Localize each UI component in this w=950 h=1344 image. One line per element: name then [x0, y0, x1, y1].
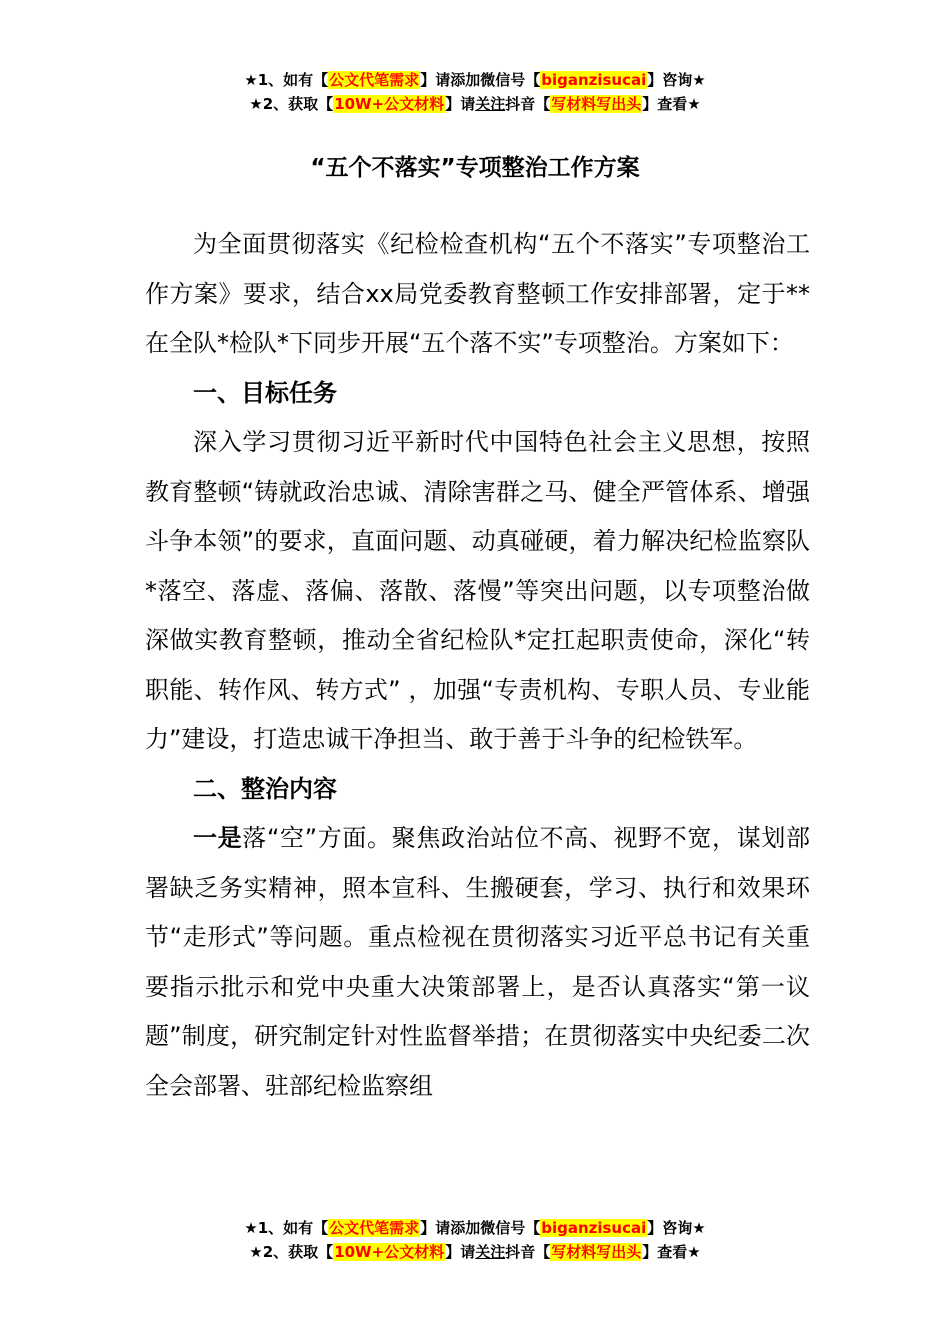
document-title: “五个不落实”专项整治工作方案 [310, 155, 640, 181]
item-1-paragraph [145, 814, 810, 1111]
highlight-ghostwriting: 公文代笔需求 [329, 71, 420, 89]
item-1-lead: 一是 [193, 824, 243, 852]
highlight-ghostwriting: 公文代笔需求 [329, 1219, 420, 1237]
footer-banner-line-1: ★1、如有【公文代笔需求】请添加微信号【biganzisucai】咨询★ [244, 1219, 706, 1237]
highlight-wechat-id: biganzisucai [541, 1219, 647, 1237]
section-heading-1: 一、目标任务 [193, 378, 337, 407]
footer-banner [0, 1216, 950, 1264]
header-banner-line-2: ★2、获取【10W+公文材料】请关注抖音【写材料写出头】查看★ [249, 95, 701, 113]
intro-paragraph: 为全面贯彻落实《纪检检查机构“五个不落实”专项整治工作方案》要求，结合xx局党委教育整顿工作安排部署，定于**在全队*检队*下同步开展“五个落不实”专项整治。方案如下： [145, 230, 810, 357]
header-banner [0, 68, 950, 116]
highlight-douyin-account: 写材料写出头 [551, 95, 642, 113]
item-1-text: 落“空”方面。聚焦政治站位不高、视野不宽，谋划部署缺乏务实精神，照本宣科、生搬硬套，学习、执行和效果环节“走形式”等问题。重点检视在贯彻落实习近平总书记有关重要指示批示和党中央重大决策部署上，是否认真落实“第一议题”制度，研究制定针对性监督举措；在贯彻落实中央纪委二次全会部署、驻部纪检监察组 [145, 824, 810, 1100]
highlight-wechat-id: biganzisucai [541, 71, 647, 89]
highlight-douyin-account: 写材料写出头 [551, 1243, 642, 1261]
highlight-materials: 10W+公文材料 [334, 95, 445, 113]
underlined-follow: 关注 [475, 95, 506, 113]
highlight-materials: 10W+公文材料 [334, 1243, 445, 1261]
underlined-follow: 关注 [475, 1243, 506, 1261]
document-body [145, 220, 810, 1111]
section-1-paragraph: 深入学习贯彻习近平新时代中国特色社会主义思想，按照教育整顿“铸就政治忠诚、清除害群之马、健全严管体系、增强斗争本领”的要求，直面问题、动真碰硬，着力解决纪检监察队*落空、落虚、落偏、落散、落慢”等突出问题，以专项整治做深做实教育整顿，推动全省纪检队*定扛起职责使命，深化“转职能、转作风、转方式” ，加强“专责机构、专职人员、专业能力”建设，打造忠诚干净担当、敢于善于斗争的纪检铁军。 [145, 428, 810, 753]
section-heading-2: 二、整治内容 [193, 774, 337, 803]
header-banner-line-1: ★1、如有【公文代笔需求】请添加微信号【biganzisucai】咨询★ [244, 71, 706, 89]
footer-banner-line-2: ★2、获取【10W+公文材料】请关注抖音【写材料写出头】查看★ [249, 1243, 701, 1261]
